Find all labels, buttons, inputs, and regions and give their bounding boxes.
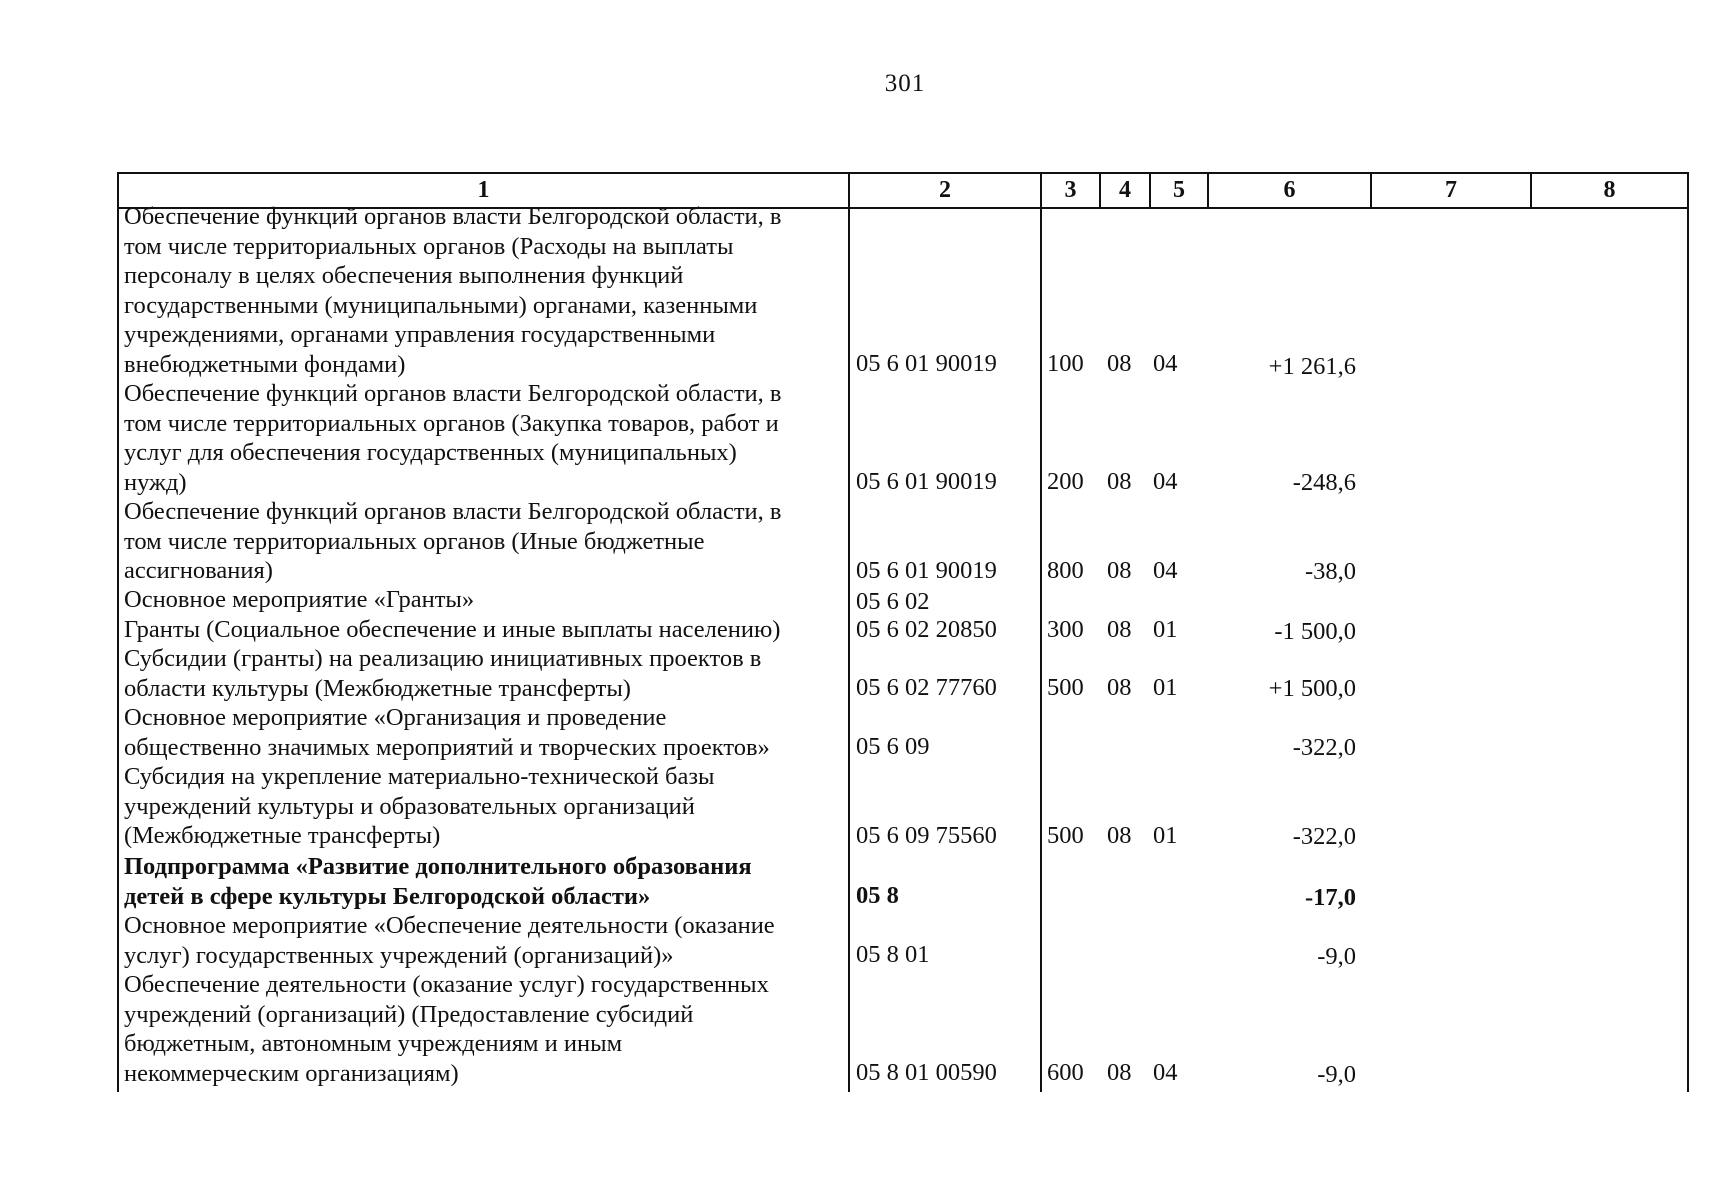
row-expense-type: 800 (1047, 557, 1084, 584)
row-subsection: 04 (1153, 468, 1178, 495)
row-subsection: 01 (1153, 616, 1178, 643)
row-description: Субсидия на укрепление материально-технической базы учреждений культуры и образовательных организаций (Межбюджетные трансферты) (124, 763, 715, 849)
row-subsection: 04 (1153, 1059, 1178, 1086)
header-col-2: 2 (939, 177, 951, 203)
row-code: 05 6 09 75560 (856, 822, 997, 849)
row-subsection: 04 (1153, 557, 1178, 584)
row-code: 05 6 09 (856, 733, 930, 760)
header-col-4: 4 (1119, 177, 1131, 203)
row-section: 08 (1107, 674, 1132, 701)
row-code: 05 6 01 90019 (856, 468, 997, 495)
header-col-1: 1 (477, 177, 490, 203)
row-code: 05 8 (856, 882, 899, 909)
row-code: 05 6 02 (856, 588, 930, 615)
row-subsection: 01 (1153, 674, 1178, 701)
row-expense-type: 600 (1047, 1059, 1084, 1086)
row-description: Основное мероприятие «Организация и проведение общественно значимых мероприятий и творческих проектов» (124, 704, 770, 761)
col-border-1 (848, 172, 850, 1092)
row-description: Подпрограмма «Развитие дополнительного образования детей в сфере культуры Белгородской области» (124, 853, 752, 910)
row-amount: -17,0 (1304, 884, 1356, 911)
row-amount: +1 261,6 (1268, 353, 1356, 380)
row-amount: -1 500,0 (1274, 618, 1356, 645)
row-section: 08 (1107, 822, 1132, 849)
page-number: 301 (884, 70, 926, 97)
col-border-2 (1040, 172, 1042, 1092)
header-col-3: 3 (1064, 177, 1077, 203)
col-border-8 (1687, 172, 1689, 1092)
row-code: 05 6 02 20850 (856, 616, 997, 643)
header-col-5: 5 (1173, 177, 1185, 203)
row-amount: -322,0 (1292, 734, 1356, 761)
row-code: 05 8 01 (856, 941, 930, 968)
header-col-8: 8 (1603, 177, 1616, 203)
row-section: 08 (1107, 557, 1132, 584)
row-amount: +1 500,0 (1268, 675, 1356, 702)
row-code: 05 6 01 90019 (856, 557, 997, 584)
row-expense-type: 500 (1047, 822, 1084, 849)
row-amount: -9,0 (1317, 943, 1356, 970)
row-expense-type: 100 (1047, 350, 1084, 377)
row-code: 05 8 01 00590 (856, 1059, 997, 1086)
row-amount: -248,6 (1292, 469, 1356, 496)
row-description: Гранты (Социальное обеспечение и иные выплаты населению) (124, 616, 781, 643)
row-description: Обеспечение функций органов власти Белгородской области, в том числе территориальных органов (Расходы на выплаты персоналу в целях обеспечения выполнения функций государственными (муниципальными) органами, казенными учреждениями, органами управления государственными внебюджетными фондами) (124, 203, 782, 378)
row-subsection: 04 (1153, 350, 1178, 377)
col-border-0 (117, 172, 119, 1092)
row-description: Обеспечение функций органов власти Белгородской области, в том числе территориальных органов (Иные бюджетные ассигнования) (124, 498, 782, 584)
row-section: 08 (1107, 1059, 1132, 1086)
row-section: 08 (1107, 468, 1132, 495)
row-description: Основное мероприятие «Гранты» (124, 586, 475, 613)
row-amount: -9,0 (1317, 1061, 1356, 1088)
row-description: Обеспечение деятельности (оказание услуг) государственных учреждений (организаций) (Предоставление субсидий бюджетным, автономным учреждениям и иным некоммерческим организациям) (124, 971, 769, 1087)
header-col-7: 7 (1445, 177, 1457, 203)
row-section: 08 (1107, 616, 1132, 643)
header-col-6: 6 (1283, 177, 1296, 203)
row-code: 05 6 01 90019 (856, 350, 997, 377)
row-code: 05 6 02 77760 (856, 674, 997, 701)
row-description: Основное мероприятие «Обеспечение деятельности (оказание услуг) государственных учреждений (организаций)» (124, 912, 775, 969)
row-expense-type: 200 (1047, 468, 1084, 495)
row-expense-type: 500 (1047, 674, 1084, 701)
row-amount: -38,0 (1304, 558, 1356, 585)
row-section: 08 (1107, 350, 1132, 377)
row-amount: -322,0 (1292, 823, 1356, 850)
row-description: Субсидии (гранты) на реализацию инициативных проектов в области культуры (Межбюджетные трансферты) (124, 645, 762, 702)
row-expense-type: 300 (1047, 616, 1084, 643)
row-description: Обеспечение функций органов власти Белгородской области, в том числе территориальных органов (Закупка товаров, работ и услуг для обеспечения государственных (муниципальных) нужд) (124, 380, 782, 496)
row-subsection: 01 (1153, 822, 1178, 849)
header-top-border (117, 172, 1689, 174)
